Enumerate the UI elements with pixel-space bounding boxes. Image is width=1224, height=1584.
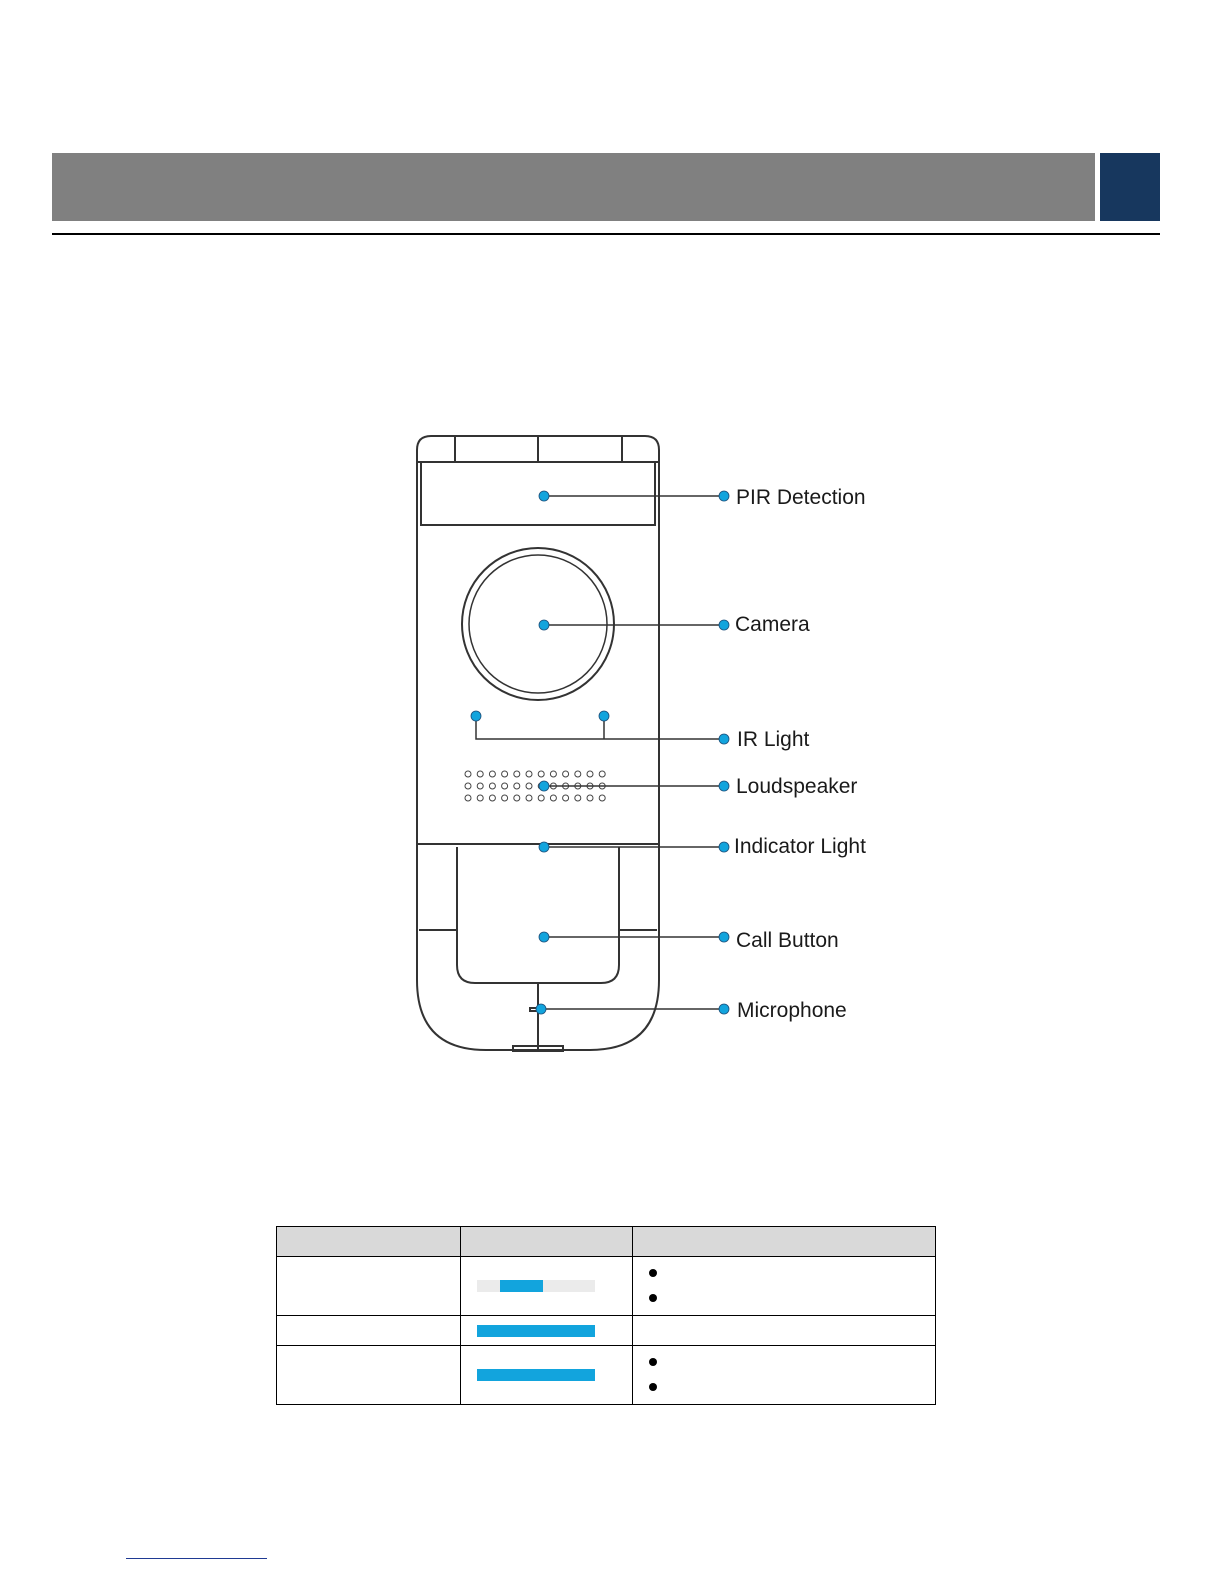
speaker-hole	[489, 771, 495, 777]
speaker-hole	[465, 783, 471, 789]
speaker-hole	[599, 795, 605, 801]
speaker-hole	[526, 795, 532, 801]
speaker-hole	[489, 795, 495, 801]
table-cell	[277, 1257, 461, 1316]
list-item	[649, 1375, 935, 1400]
speaker-hole	[526, 783, 532, 789]
speaker-hole	[526, 771, 532, 777]
list-item	[649, 1261, 935, 1286]
speaker-hole	[514, 783, 520, 789]
bullet-list	[633, 1346, 935, 1404]
light-solid-bar	[477, 1369, 595, 1381]
header-divider	[52, 233, 1160, 235]
callout-pir-detection: PIR Detection	[736, 486, 866, 509]
speaker-hole	[599, 771, 605, 777]
speaker-hole	[587, 795, 593, 801]
table-header-cell	[632, 1227, 935, 1257]
speaker-hole	[489, 783, 495, 789]
speaker-hole	[477, 795, 483, 801]
camera-lens-inner	[469, 555, 607, 693]
callout-call-button: Call Button	[736, 929, 839, 952]
light-pattern-cell	[461, 1346, 632, 1405]
light-blinking-segment	[500, 1280, 543, 1292]
doorbell-diagram	[400, 420, 900, 1070]
speaker-hole	[477, 783, 483, 789]
table-header-cell	[277, 1227, 461, 1257]
list-item	[649, 1286, 935, 1311]
speaker-hole	[563, 795, 569, 801]
chapter-header-bar	[52, 153, 1095, 221]
callout-start-points	[471, 491, 609, 1014]
speaker-hole	[563, 771, 569, 777]
table-row	[277, 1257, 936, 1316]
callout-leaders	[476, 496, 724, 1009]
speaker-hole	[502, 783, 508, 789]
speaker-hole	[477, 771, 483, 777]
light-solid-bar	[477, 1325, 595, 1337]
list-item	[649, 1350, 935, 1375]
device-outline	[417, 436, 659, 1051]
table-cell	[277, 1346, 461, 1405]
table-cell	[632, 1346, 935, 1405]
light-pattern-cell	[461, 1257, 632, 1316]
speaker-hole	[538, 771, 544, 777]
speaker-hole	[538, 795, 544, 801]
callout-camera: Camera	[735, 613, 810, 636]
light-pattern-cell	[461, 1316, 632, 1346]
callout-loudspeaker: Loudspeaker	[736, 775, 858, 798]
doorbell-front-panel-figure	[400, 420, 900, 1070]
callout-indicator-light: Indicator Light	[734, 835, 866, 858]
speaker-hole	[514, 795, 520, 801]
callout-microphone: Microphone	[737, 999, 847, 1022]
chapter-number-tab	[1100, 153, 1160, 221]
table-row	[277, 1346, 936, 1405]
speaker-hole	[550, 771, 556, 777]
bullet-list	[633, 1257, 935, 1315]
speaker-hole	[575, 771, 581, 777]
table-header-row	[277, 1227, 936, 1257]
footer-link-underline[interactable]	[126, 1558, 267, 1559]
camera-lens-outer	[462, 548, 614, 700]
speaker-hole	[502, 771, 508, 777]
indicator-light-table	[276, 1226, 936, 1405]
callout-ir-light: IR Light	[737, 728, 810, 751]
speaker-hole	[587, 771, 593, 777]
speaker-hole	[465, 771, 471, 777]
table-cell	[632, 1316, 935, 1346]
speaker-hole	[514, 771, 520, 777]
speaker-hole	[502, 795, 508, 801]
table-cell	[277, 1316, 461, 1346]
speaker-hole	[575, 795, 581, 801]
speaker-hole	[550, 795, 556, 801]
table-cell	[632, 1257, 935, 1316]
table-row	[277, 1316, 936, 1346]
callout-end-points	[719, 491, 729, 1014]
table-header-cell	[461, 1227, 632, 1257]
speaker-hole	[465, 795, 471, 801]
